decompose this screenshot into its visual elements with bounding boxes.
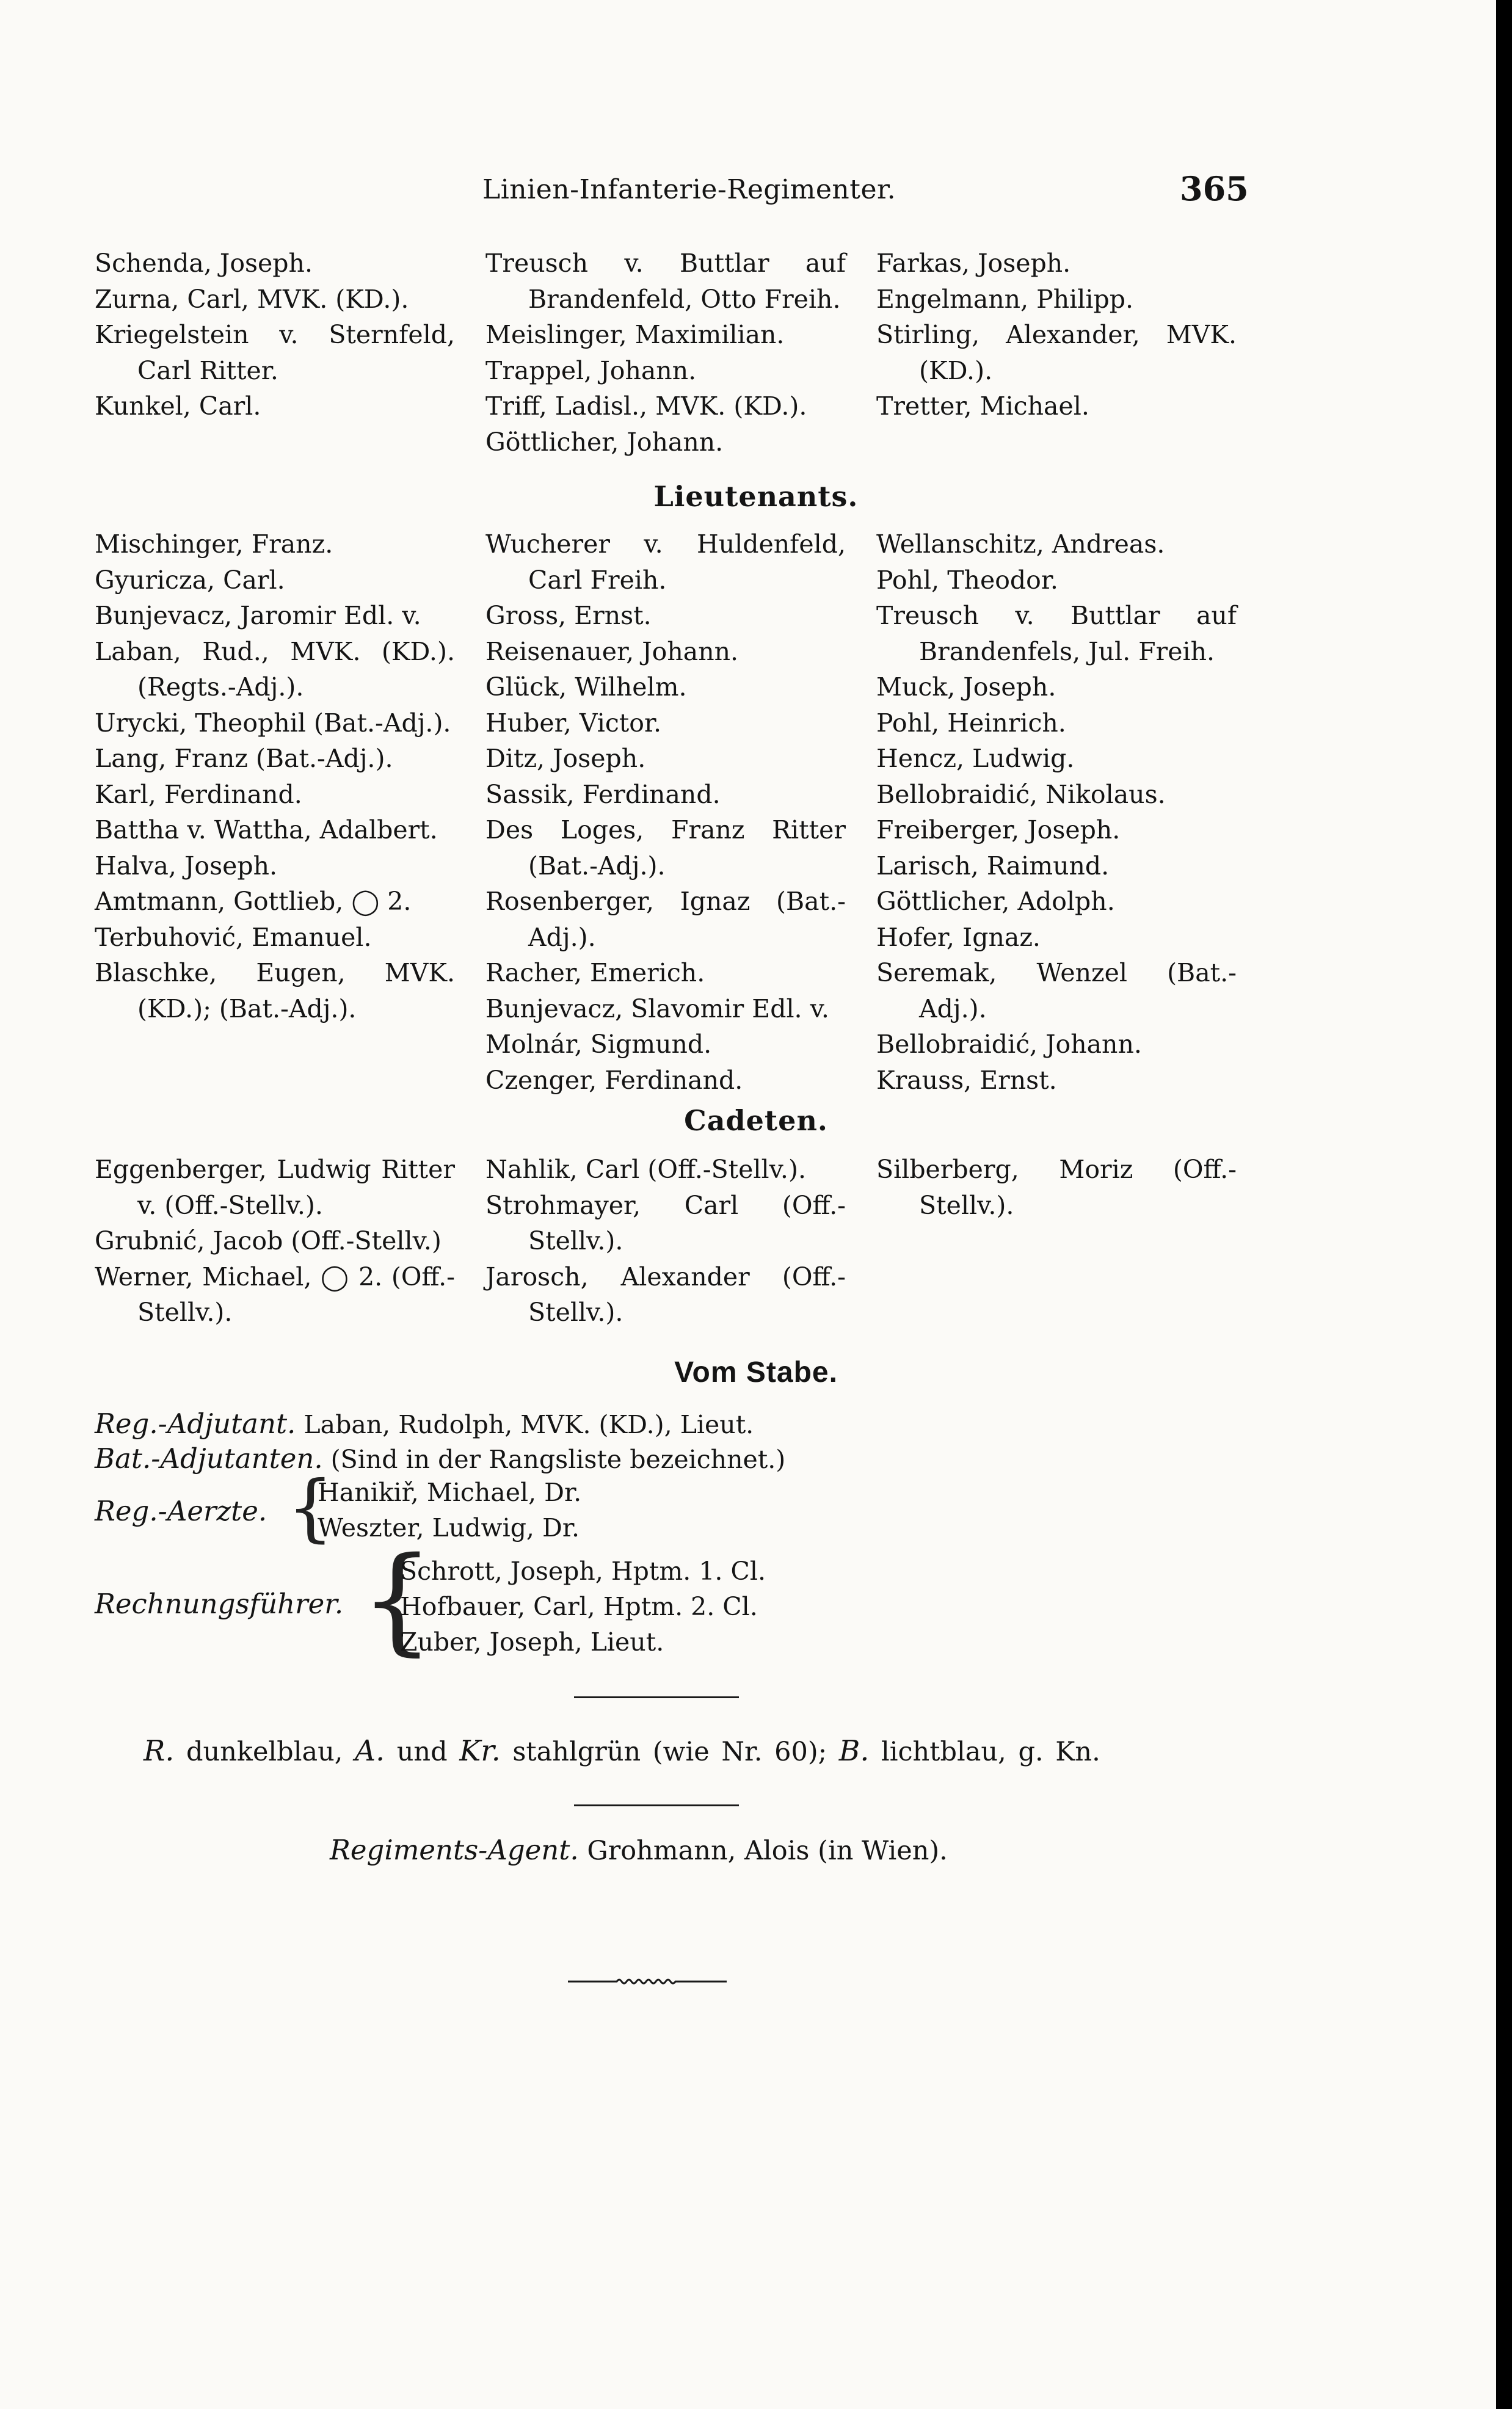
- agent-value: Grohmann, Alois (in Wien).: [587, 1836, 948, 1866]
- kr-text: stahlgrün (wie Nr. 60);: [512, 1737, 827, 1767]
- column-1: [95, 1152, 455, 1331]
- list-item: Battha v. Wattha, Adalbert.: [95, 815, 438, 845]
- list-item: Krauss, Ernst.: [876, 1065, 1057, 1095]
- list-item: Farkas, Joseph.: [876, 249, 1071, 278]
- page-number: 365: [1180, 169, 1249, 208]
- list-item: Karl, Ferdinand.: [95, 779, 302, 809]
- label-b: B.: [838, 1734, 870, 1768]
- uniform-colors-line: [144, 1734, 1100, 1768]
- list-item: Huber, Victor.: [485, 708, 662, 738]
- column-3: [876, 526, 1237, 1098]
- list-item: Zuber, Joseph, Lieut.: [400, 1627, 664, 1657]
- list-item: Schenda, Joseph.: [95, 249, 313, 278]
- list-item: Freiberger, Joseph.: [876, 815, 1121, 845]
- und-text: und: [396, 1737, 448, 1767]
- list-item: Weszter, Ludwig, Dr.: [318, 1513, 580, 1542]
- brace-icon: {: [360, 1532, 434, 1667]
- list-item: Kriegelstein v. Sternfeld, Carl Ritter.: [95, 320, 455, 385]
- list-item: Triff, Ladisl., MVK. (KD.).: [485, 391, 807, 421]
- list-item: Terbuhović, Emanuel.: [95, 922, 372, 952]
- reg-adjutant-label: Reg.-Adjutant.: [95, 1408, 296, 1440]
- list-item: Engelmann, Philipp.: [876, 284, 1134, 314]
- reg-aerzte-label: Reg.-Aerzte.: [95, 1495, 267, 1527]
- list-item: Molnár, Sigmund.: [485, 1030, 712, 1059]
- b-text: lichtblau, g. Kn.: [881, 1737, 1100, 1767]
- lieutenants-heading: Lieutenants.: [653, 480, 859, 513]
- list-item: Seremak, Wenzel (Bat.-Adj.).: [876, 958, 1237, 1023]
- list-item: Larisch, Raimund.: [876, 851, 1110, 881]
- list-item: Sassik, Ferdinand.: [485, 779, 721, 809]
- list-item: Treusch v. Buttlar auf Brandenfeld, Otto Freih.: [485, 249, 846, 314]
- running-title: Linien-Infanterie-Regimenter.: [482, 174, 896, 205]
- list-item: Werner, Michael, ◯ 2. (Off.-Stellv.).: [95, 1262, 455, 1327]
- list-item: Treusch v. Buttlar auf Brandenfels, Jul. Freih.: [876, 601, 1237, 666]
- list-item: Schrott, Joseph, Hptm. 1. Cl.: [400, 1557, 766, 1586]
- list-item: Hencz, Ludwig.: [876, 744, 1075, 773]
- list-item: Lang, Franz (Bat.-Adj.).: [95, 744, 393, 773]
- list-item: Pohl, Theodor.: [876, 565, 1058, 595]
- reg-adjutant-value: Laban, Rudolph, MVK. (KD.), Lieut.: [303, 1410, 754, 1439]
- list-item: Wellanschitz, Andreas.: [876, 529, 1165, 559]
- cadeten-heading: Cadeten.: [684, 1104, 828, 1137]
- list-item: Eggenberger, Ludwig Ritter v. (Off.-Stellv.).: [95, 1155, 455, 1220]
- reg-aerzte-label-row: [95, 1495, 267, 1527]
- column-2: [485, 526, 846, 1098]
- tailpiece-ornament: [568, 1975, 727, 1988]
- lieutenants-list: [95, 526, 1237, 1098]
- list-item: Gyuricza, Carl.: [95, 565, 285, 595]
- list-item: Laban, Rud., MVK. (KD.). (Regts.-Adj.).: [95, 636, 455, 702]
- list-item: Gross, Ernst.: [485, 601, 652, 630]
- list-item: Kunkel, Carl.: [95, 391, 261, 421]
- list-item: Pohl, Heinrich.: [876, 708, 1066, 738]
- list-item: Strohmayer, Carl (Off.-Stellv.).: [485, 1190, 846, 1255]
- label-a: A.: [355, 1734, 385, 1768]
- reg-adjutant-row: [95, 1408, 754, 1440]
- divider: [574, 1696, 739, 1698]
- list-item: Des Loges, Franz Ritter (Bat.-Adj.).: [485, 815, 846, 881]
- list-item: Silberberg, Moriz (Off.-Stellv.).: [876, 1155, 1237, 1220]
- list-item: Bellobraidić, Johann.: [876, 1030, 1142, 1059]
- cadeten-list: [95, 1152, 1237, 1331]
- list-item: Muck, Joseph.: [876, 672, 1056, 702]
- list-item: Urycki, Theophil (Bat.-Adj.).: [95, 708, 451, 738]
- column-2: [485, 1152, 846, 1331]
- bat-adjutanten-value: (Sind in der Rangsliste bezeichnet.): [330, 1445, 786, 1474]
- list-item: Mischinger, Franz.: [95, 529, 333, 559]
- list-item: Nahlik, Carl (Off.-Stellv.).: [485, 1155, 806, 1184]
- list-item: Wucherer v. Huldenfeld, Carl Freih.: [485, 529, 846, 595]
- list-item: Grubnić, Jacob (Off.-Stellv.): [95, 1226, 442, 1255]
- label-kr: Kr.: [459, 1734, 501, 1768]
- divider: [574, 1804, 739, 1806]
- stab-heading: Vom Stabe.: [674, 1356, 838, 1389]
- list-item: Stirling, Alexander, MVK. (KD.).: [876, 320, 1237, 385]
- list-item: Glück, Wilhelm.: [485, 672, 687, 702]
- list-item: Bunjevacz, Slavomir Edl. v.: [485, 994, 829, 1023]
- column-1: [95, 245, 455, 460]
- column-1: [95, 526, 455, 1098]
- bat-adjutanten-row: [95, 1442, 785, 1475]
- list-item: Hofbauer, Carl, Hptm. 2. Cl.: [400, 1592, 758, 1621]
- rechnungsfuehrer-label-row: [95, 1588, 343, 1620]
- list-item: Amtmann, Gottlieb, ◯ 2.: [95, 887, 412, 916]
- list-item: Reisenauer, Johann.: [485, 636, 739, 666]
- list-item: Bellobraidić, Nikolaus.: [876, 779, 1166, 809]
- continued-list: [95, 245, 1237, 460]
- list-item: Hofer, Ignaz.: [876, 922, 1041, 952]
- list-item: Tretter, Michael.: [876, 391, 1089, 421]
- list-item: Göttlicher, Johann.: [485, 427, 724, 457]
- list-item: Trappel, Johann.: [485, 355, 697, 385]
- list-item: Hanikiř, Michael, Dr.: [318, 1478, 582, 1507]
- column-3: [876, 1152, 1237, 1331]
- column-3: [876, 245, 1237, 460]
- brace-icon: {: [287, 1466, 334, 1550]
- rechnungsfuehrer-label: Rechnungsführer.: [95, 1588, 344, 1620]
- list-item: Jarosch, Alexander (Off.-Stellv.).: [485, 1262, 846, 1327]
- r-text: dunkelblau,: [186, 1737, 343, 1767]
- list-item: Czenger, Ferdinand.: [485, 1065, 743, 1095]
- bat-adjutanten-label: Bat.-Adjutanten.: [95, 1442, 323, 1475]
- regiments-agent-line: [330, 1834, 948, 1866]
- list-item: Rosenberger, Ignaz (Bat.-Adj.).: [485, 887, 846, 952]
- label-r: R.: [144, 1734, 175, 1768]
- list-item: Racher, Emerich.: [485, 958, 705, 987]
- list-item: Blaschke, Eugen, MVK. (KD.); (Bat.-Adj.).: [95, 958, 455, 1023]
- list-item: Bunjevacz, Jaromir Edl. v.: [95, 601, 421, 630]
- page-header: [0, 169, 1496, 217]
- agent-label: Regiments-Agent.: [330, 1834, 579, 1866]
- list-item: Meislinger, Maximilian.: [485, 320, 785, 349]
- list-item: Halva, Joseph.: [95, 851, 278, 881]
- list-item: Ditz, Joseph.: [485, 744, 646, 773]
- list-item: Zurna, Carl, MVK. (KD.).: [95, 284, 409, 314]
- list-item: Göttlicher, Adolph.: [876, 887, 1115, 916]
- column-2: [485, 245, 846, 460]
